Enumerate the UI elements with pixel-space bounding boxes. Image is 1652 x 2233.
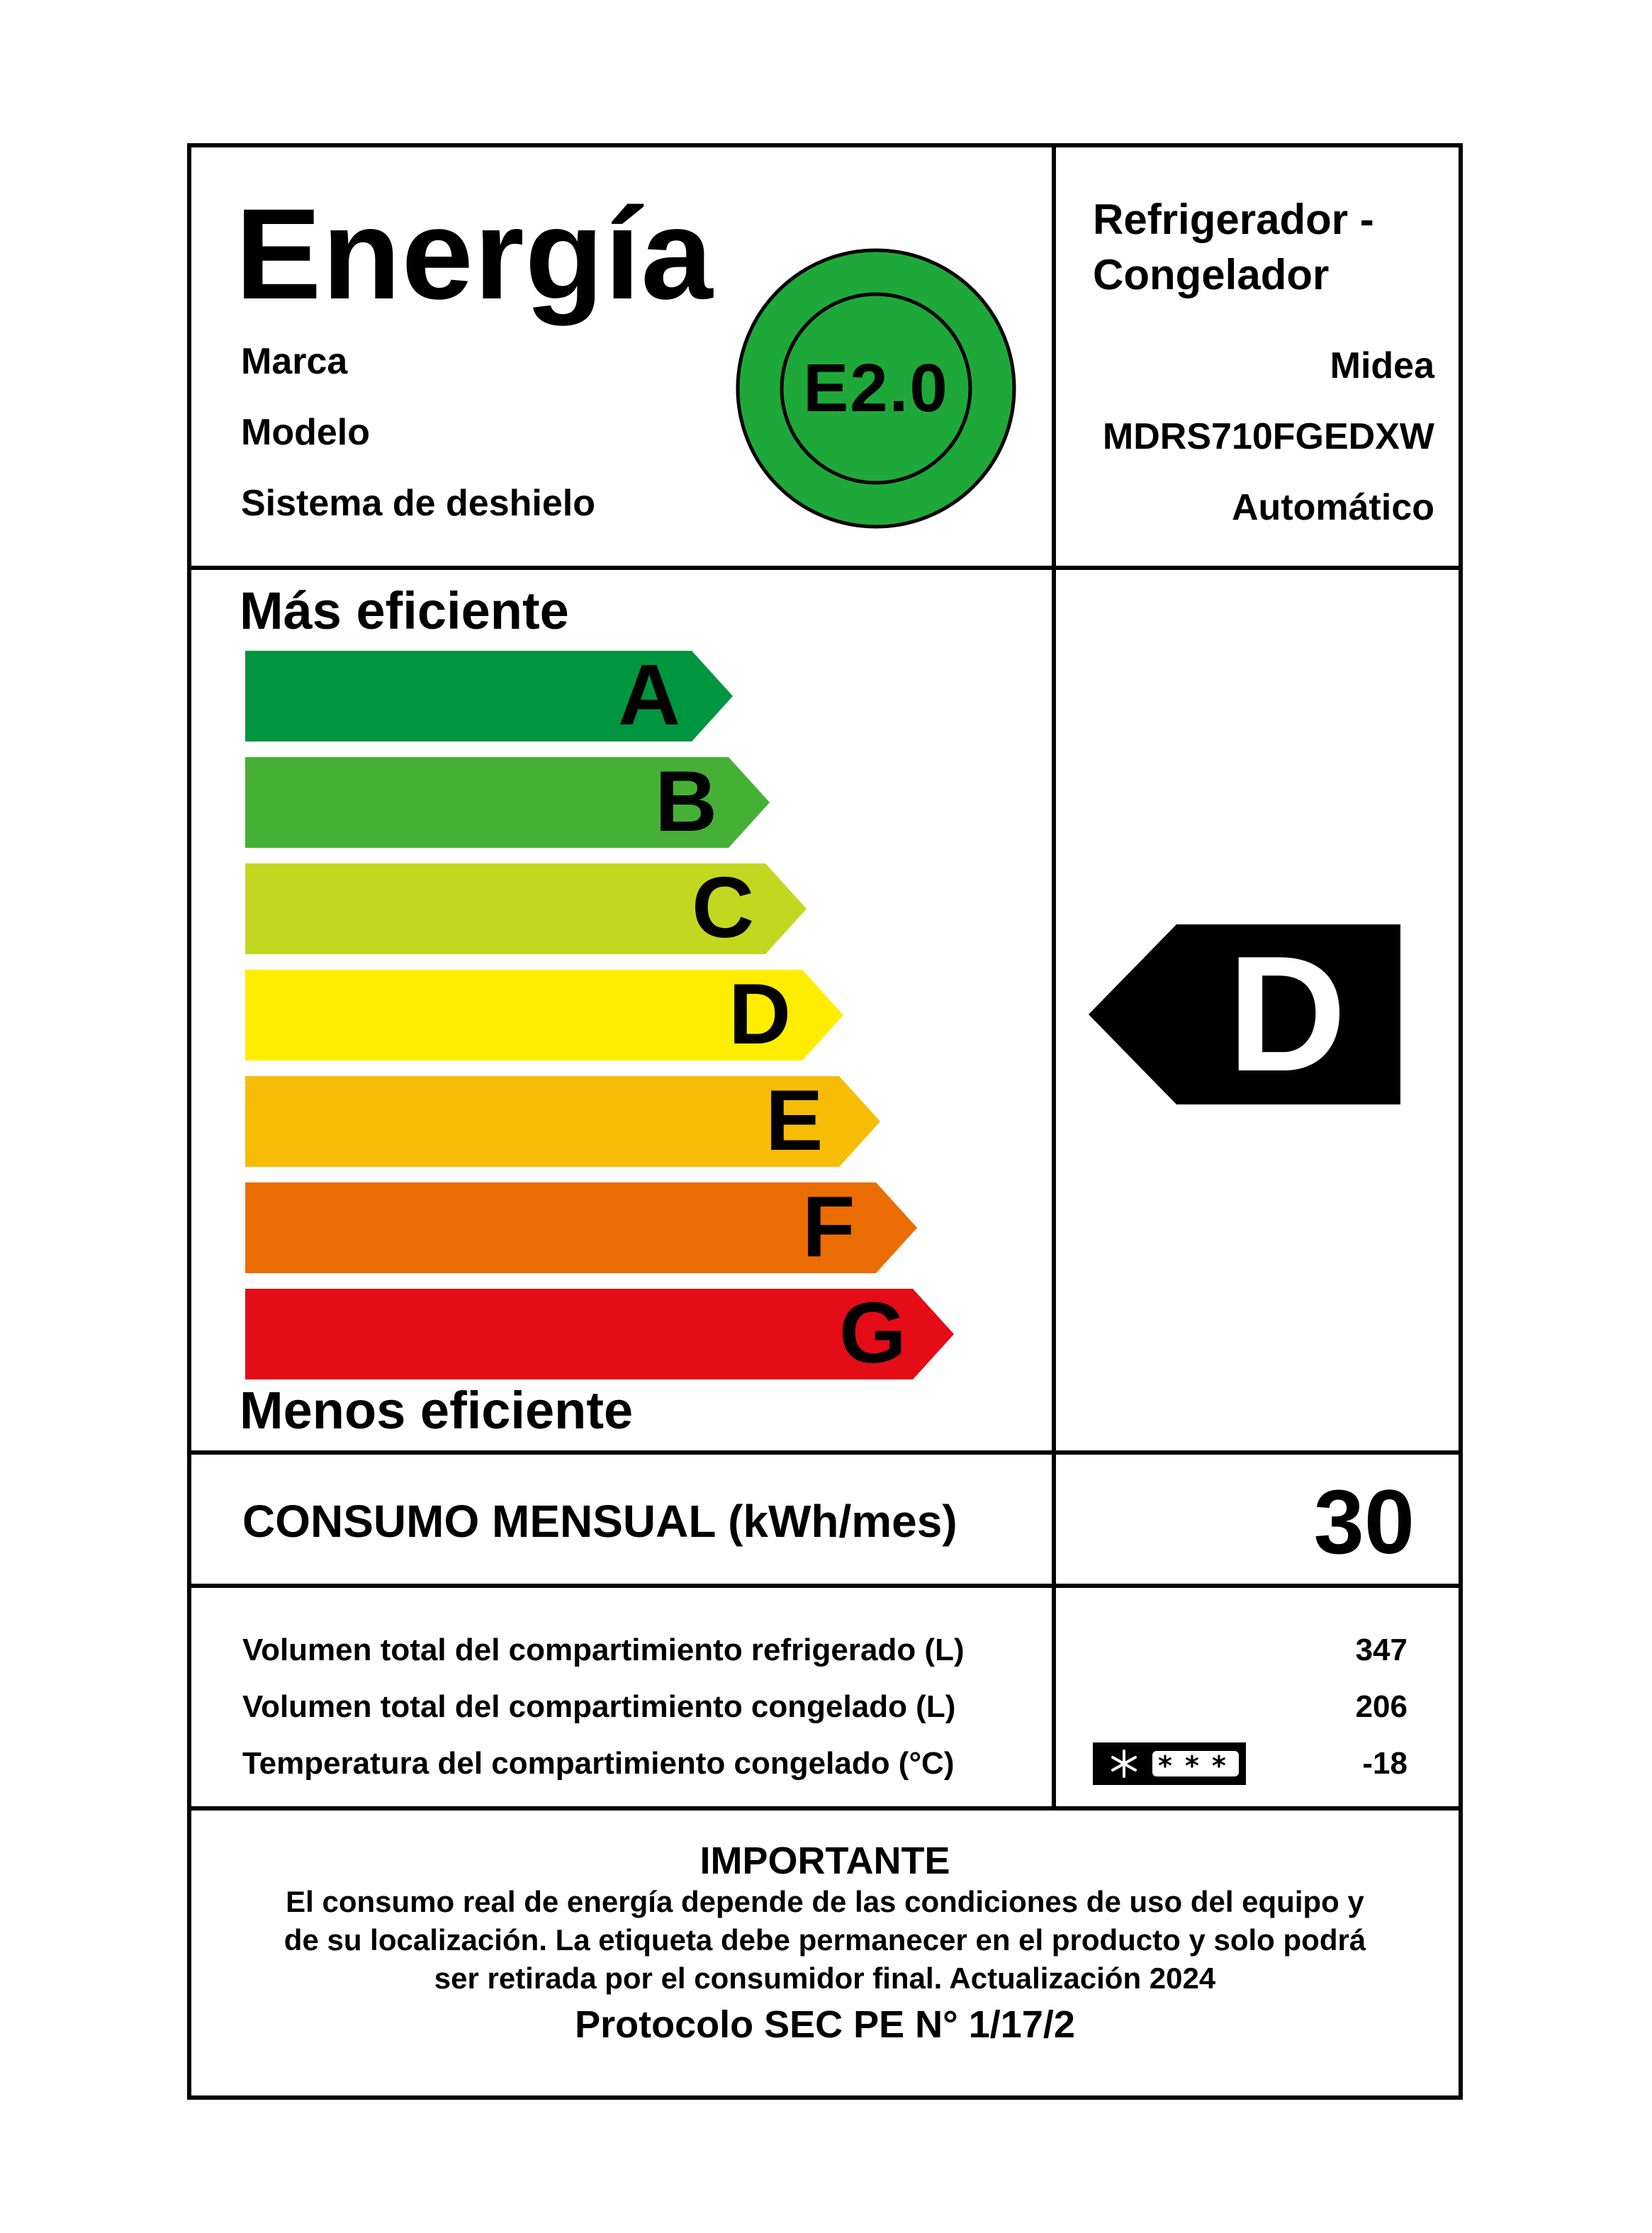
- efficiency-class-letter: D: [729, 966, 792, 1062]
- scale-top-label: Más eficiente: [240, 581, 569, 640]
- scale-bottom-label: Menos eficiente: [240, 1381, 634, 1440]
- product-type-line1: Refrigerador -: [1093, 196, 1374, 243]
- row-divider-specs: [191, 1806, 1459, 1811]
- spec-value-frozen-temperature: -18: [1362, 1746, 1407, 1781]
- footer-text-line1: El consumo real de energía depende de las condiciones de uso del equipo y: [286, 1885, 1364, 1918]
- svg-text:*: *: [1185, 1750, 1199, 1781]
- row-divider-consumption: [191, 1584, 1459, 1588]
- footer-text-line2: de su localización. La etiqueta debe permanecer en el producto y solo podrá: [283, 1923, 1366, 1957]
- footer-text-line3: ser retirada por el consumidor final. Actualización 2024: [434, 1961, 1216, 1995]
- rating-indicator: [1089, 924, 1400, 1104]
- spec-value-frozen-volume: 206: [1355, 1689, 1407, 1724]
- spec-label-frozen-volume: Volumen total del compartimiento congelado (L): [242, 1689, 956, 1724]
- efficiency-class-f: [245, 1178, 917, 1275]
- consumption-value: 30: [1313, 1472, 1415, 1573]
- rating-letter: D: [1227, 922, 1347, 1106]
- efficiency-class-letter: C: [692, 859, 755, 956]
- efficiency-class-letter: A: [618, 647, 681, 743]
- footer-heading: IMPORTANTE: [699, 1840, 950, 1882]
- efficiency-class-c: [245, 859, 807, 956]
- efficiency-class-letter: E: [765, 1072, 824, 1168]
- column-divider: [1052, 147, 1056, 1811]
- product-type-line2: Congelador: [1093, 251, 1330, 298]
- brand-value: Midea: [1330, 345, 1434, 386]
- label-title: Energía: [235, 181, 714, 326]
- footer-protocol: Protocolo SEC PE N° 1/17/2: [575, 2003, 1075, 2046]
- defrost-label: Sistema de deshielo: [241, 483, 595, 524]
- efficiency-class-letter: B: [655, 753, 718, 849]
- badge-text: E2.0: [803, 350, 949, 426]
- svg-text:*: *: [1158, 1750, 1172, 1781]
- svg-text:*: *: [1212, 1750, 1226, 1781]
- spec-label-refrigerated-volume: Volumen total del compartimiento refrigerado (L): [242, 1633, 965, 1667]
- freezer-star-rating-icon: [1093, 1742, 1246, 1785]
- efficiency-class-b: [245, 753, 770, 849]
- row-divider-header: [191, 566, 1459, 570]
- row-divider-scale: [191, 1450, 1459, 1455]
- consumption-label: CONSUMO MENSUAL (kWh/mes): [242, 1496, 957, 1547]
- efficiency-class-letter: G: [839, 1285, 906, 1381]
- efficiency-class-letter: F: [802, 1178, 855, 1275]
- model-label: Modelo: [241, 412, 370, 453]
- efficiency-class-g: [245, 1285, 954, 1381]
- energy-label: [187, 143, 1463, 2100]
- standard-badge: [734, 247, 1018, 530]
- spec-label-frozen-temperature: Temperatura del compartimiento congelado (°C): [242, 1746, 955, 1781]
- efficiency-class-a: [245, 647, 733, 743]
- spec-value-refrigerated-volume: 347: [1355, 1633, 1407, 1667]
- model-value: MDRS710FGEDXW: [1102, 416, 1434, 457]
- efficiency-class-e: [245, 1072, 880, 1168]
- defrost-value: Automático: [1232, 487, 1434, 528]
- efficiency-class-d: [245, 966, 843, 1062]
- brand-label: Marca: [241, 341, 348, 382]
